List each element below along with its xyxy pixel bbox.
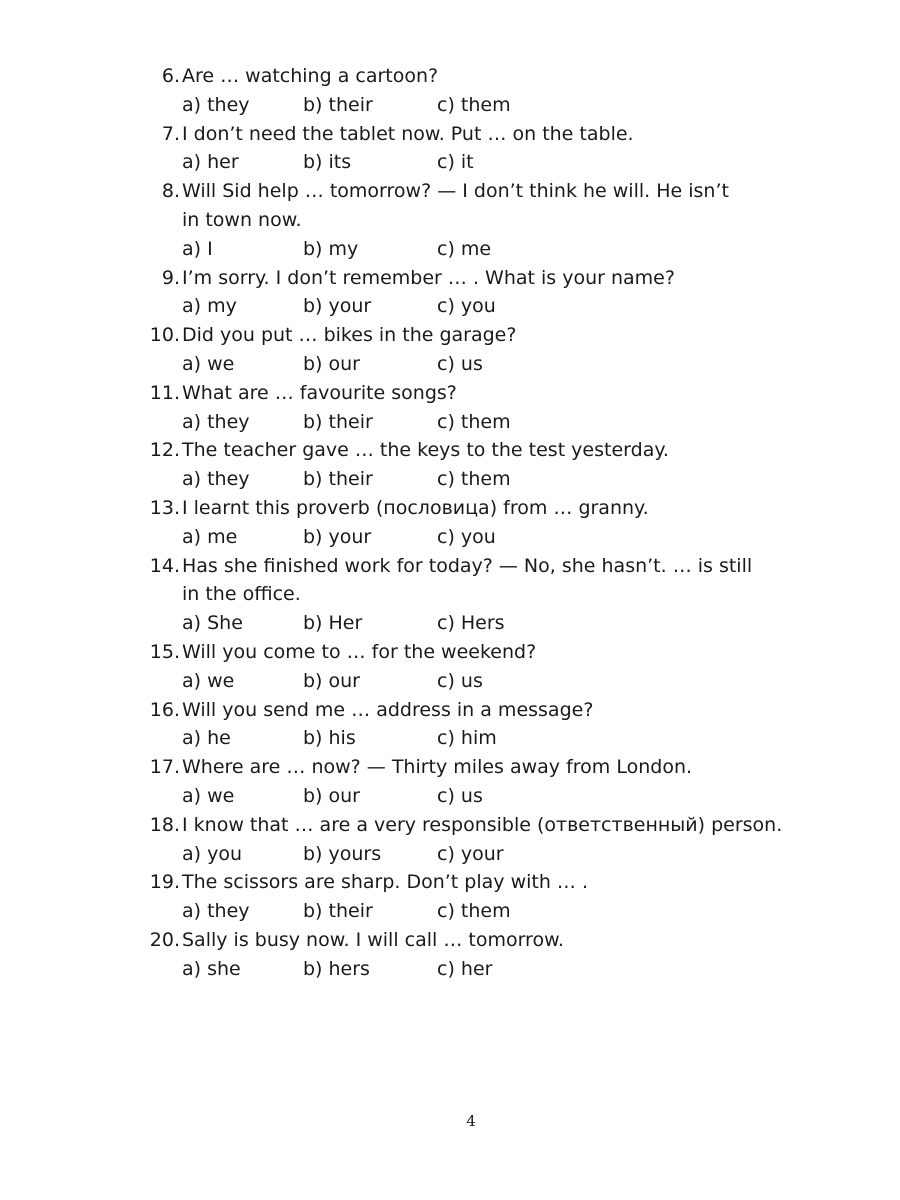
question-item — [140, 868, 840, 926]
question-line — [140, 868, 840, 897]
answer-option-c: c) your — [437, 842, 504, 865]
question-text: Will you come to … for the weekend? — [182, 640, 537, 663]
question-line — [140, 436, 840, 465]
question-line — [140, 177, 840, 206]
answer-option-b: b) our — [303, 669, 360, 692]
answer-option-a: a) I — [182, 237, 213, 260]
answer-option-b: b) its — [303, 151, 352, 174]
answer-option-a: a) she — [182, 957, 241, 980]
question-text: Will Sid help … tomorrow? — I don’t think he will. He isn’t — [182, 180, 729, 203]
answer-option-b: b) their — [303, 93, 373, 116]
answer-options — [140, 840, 840, 869]
question-text: The scissors are sharp. Don’t play with … . — [182, 871, 588, 894]
question-number: 14. — [149, 554, 180, 577]
answer-option-a: a) they — [182, 410, 250, 433]
question-number: 15. — [149, 640, 180, 663]
answer-options — [140, 724, 840, 753]
answer-options — [140, 523, 840, 552]
answer-options — [140, 350, 840, 379]
answer-option-c: c) us — [437, 352, 483, 375]
question-text: Did you put … bikes in the garage? — [182, 324, 517, 347]
question-item — [140, 321, 840, 379]
question-line — [140, 696, 840, 725]
question-item — [140, 552, 840, 638]
question-item — [140, 120, 840, 178]
question-line — [140, 753, 840, 782]
answer-option-b: b) their — [303, 410, 373, 433]
question-number: 10. — [149, 324, 180, 347]
answer-option-b: b) their — [303, 468, 373, 491]
question-line — [140, 120, 840, 149]
question-text: Will you send me … address in a message? — [182, 698, 594, 721]
answer-option-c: c) him — [437, 727, 497, 750]
question-line-continued — [140, 580, 840, 609]
question-line — [140, 321, 840, 350]
answer-option-c: c) us — [437, 784, 483, 807]
answer-option-c: c) you — [437, 295, 496, 318]
question-line — [140, 552, 840, 581]
question-line — [140, 379, 840, 408]
question-list — [140, 62, 840, 984]
question-number: 11. — [149, 381, 180, 404]
answer-option-c: c) them — [437, 93, 511, 116]
question-text: Has she finished work for today? — No, she hasn’t. … is still — [182, 554, 753, 577]
question-item — [140, 638, 840, 696]
answer-option-a: a) you — [182, 842, 243, 865]
answer-option-c: c) them — [437, 900, 511, 923]
question-text: What are … favourite songs? — [182, 381, 457, 404]
question-line — [140, 811, 840, 840]
answer-options — [140, 91, 840, 120]
question-number: 8. — [161, 180, 180, 203]
answer-option-a: a) he — [182, 727, 231, 750]
answer-option-c: c) it — [437, 151, 474, 174]
question-item — [140, 62, 840, 120]
answer-option-a: a) they — [182, 468, 250, 491]
answer-option-b: b) your — [303, 295, 372, 318]
question-item — [140, 811, 840, 869]
question-text: I learnt this proverb (пословица) from … granny. — [182, 496, 649, 519]
question-text: I know that … are a very responsible (ответственный) person. — [182, 813, 783, 836]
question-line — [140, 638, 840, 667]
answer-option-c: c) her — [437, 957, 493, 980]
question-text: I don’t need the tablet now. Put … on the table. — [182, 122, 634, 145]
answer-options — [140, 465, 840, 494]
question-number: 17. — [149, 756, 180, 779]
answer-option-a: a) me — [182, 525, 238, 548]
question-text: Are … watching a cartoon? — [182, 65, 439, 87]
answer-option-c: c) them — [437, 468, 511, 491]
question-number: 16. — [149, 698, 180, 721]
question-number: 6. — [161, 65, 180, 87]
question-item — [140, 696, 840, 754]
answer-option-b: b) hers — [303, 957, 370, 980]
answer-option-c: c) them — [437, 410, 511, 433]
question-item — [140, 926, 840, 984]
answer-options — [140, 667, 840, 696]
answer-options — [140, 408, 840, 437]
answer-option-b: b) your — [303, 525, 372, 548]
question-number: 20. — [149, 928, 180, 951]
answer-options — [140, 782, 840, 811]
question-line — [140, 62, 840, 91]
question-line — [140, 494, 840, 523]
question-number: 13. — [149, 496, 180, 519]
answer-option-b: b) yours — [303, 842, 382, 865]
question-text: in the office. — [182, 583, 301, 606]
answer-option-a: a) we — [182, 669, 235, 692]
answer-options — [140, 609, 840, 638]
answer-option-b: b) his — [303, 727, 356, 750]
answer-options — [140, 955, 840, 984]
question-item — [140, 436, 840, 494]
answer-options — [140, 235, 840, 264]
question-item — [140, 753, 840, 811]
question-number: 12. — [149, 439, 180, 462]
question-line — [140, 264, 840, 293]
question-number: 18. — [149, 813, 180, 836]
answer-option-c: c) you — [437, 525, 496, 548]
answer-option-a: a) they — [182, 93, 250, 116]
answer-option-b: b) their — [303, 900, 373, 923]
question-item — [140, 379, 840, 437]
answer-option-b: b) our — [303, 784, 360, 807]
question-item — [140, 264, 840, 322]
answer-option-c: c) me — [437, 237, 492, 260]
answer-option-a: a) She — [182, 612, 243, 635]
answer-options — [140, 897, 840, 926]
answer-option-a: a) they — [182, 900, 250, 923]
answer-option-c: c) Hers — [437, 612, 505, 635]
answer-option-b: b) Her — [303, 612, 363, 635]
answer-option-a: a) my — [182, 295, 237, 318]
question-item — [140, 494, 840, 552]
question-number: 19. — [149, 871, 180, 894]
question-text: The teacher gave … the keys to the test yesterday. — [182, 439, 669, 462]
answer-option-b: b) our — [303, 352, 360, 375]
answer-option-a: a) we — [182, 784, 235, 807]
question-number: 9. — [161, 266, 180, 289]
question-text: Sally is busy now. I will call … tomorrow. — [182, 928, 564, 951]
answer-option-a: a) her — [182, 151, 239, 174]
answer-option-a: a) we — [182, 352, 235, 375]
answer-option-c: c) us — [437, 669, 483, 692]
answer-option-b: b) my — [303, 237, 359, 260]
question-text: in town now. — [182, 208, 302, 231]
question-item — [140, 177, 840, 263]
answer-options — [140, 148, 840, 177]
answer-options — [140, 292, 840, 321]
page-number: 4 — [466, 1112, 476, 1130]
question-text: I’m sorry. I don’t remember … . What is your name? — [182, 266, 675, 289]
question-text: Where are … now? — Thirty miles away from London. — [182, 756, 693, 779]
question-number: 7. — [161, 122, 180, 145]
question-line-continued — [140, 206, 840, 235]
question-line — [140, 926, 840, 955]
